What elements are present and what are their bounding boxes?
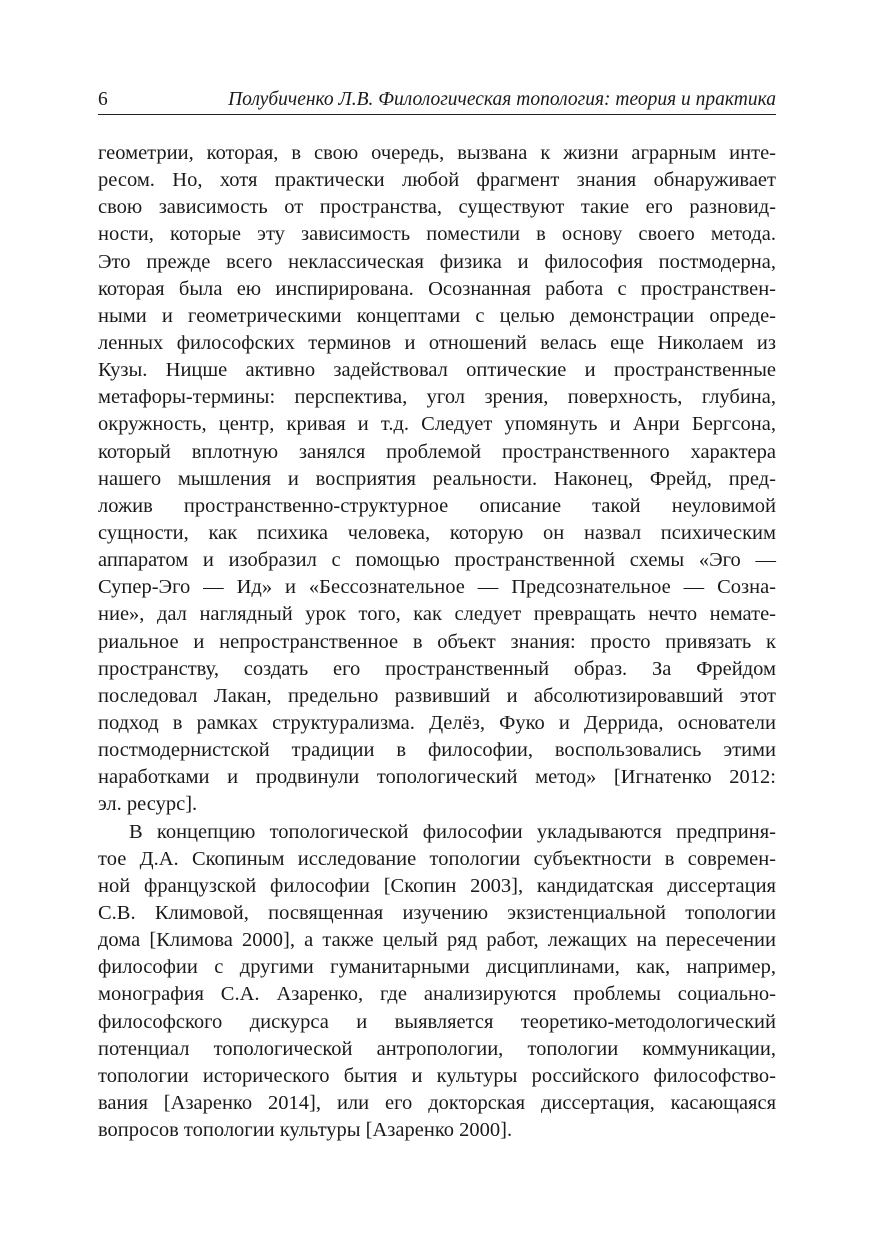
text-line: постмодернистской традиции в философии, воспользовались этими <box>98 739 776 762</box>
page-number: 6 <box>98 89 108 110</box>
text-line: ности, которые эту зависимость поместили в основу своего метода. <box>98 223 776 246</box>
text-line: нашего мышления и восприятия реальности. Наконец, Фрейд, пред- <box>98 467 776 490</box>
text-line: эл. ресурс]. <box>98 793 198 816</box>
text-line: сущности, как психика человека, которую он назвал психическим <box>98 521 776 544</box>
text-line: ной французской философии [Скопин 2003], кандидатская диссертация <box>98 874 776 897</box>
text-line: наработками и продвинули топологический метод» [Игнатенко 2012: <box>98 766 776 789</box>
text-line: Супер-Эго — Ид» и «Бессознательное — Предсознательное — Созна- <box>98 576 776 599</box>
text-line: философского дискурса и выявляется теоретико-методологический <box>98 1010 776 1033</box>
text-line: монография С.А. Азаренко, где анализируются проблемы социально- <box>98 983 776 1006</box>
text-line: подход в рамках структурализма. Делёз, Фуко и Деррида, основатели <box>98 711 776 734</box>
text-line: вопросов топологии культуры [Азаренко 2000]. <box>98 1119 513 1142</box>
text-line: аппаратом и изобразил с помощью пространственной схемы «Эго — <box>98 549 776 572</box>
text-line: Кузы. Ницше активно задействовал оптические и пространственные <box>98 359 776 382</box>
text-line: ресом. Но, хотя практически любой фрагмент знания обнаруживает <box>98 169 776 192</box>
text-line: метафоры-термины: перспектива, угол зрения, поверхность, глубина, <box>98 386 776 409</box>
text-line: риальное и непространственное в объект знания: просто привязать к <box>98 630 776 653</box>
text-line: ние», дал наглядный урок того, как следует превращать нечто немате- <box>98 603 776 626</box>
text-line: последовал Лакан, предельно развивший и абсолютизировавший этот <box>98 684 776 707</box>
paragraph <box>98 140 776 819</box>
text-line: топологии исторического бытия и культуры российского философство- <box>98 1064 776 1087</box>
running-header <box>98 88 776 115</box>
running-title: Полубиченко Л.В. Филологическая топология: теория и практика <box>228 89 776 110</box>
text-line: ными и геометрическими концептами с целью демонстрации опреде- <box>98 304 776 327</box>
text-line: В концепцию топологической философии укладываются предприня- <box>129 820 776 843</box>
text-line: вания [Азаренко 2014], или его докторская диссертация, касающаяся <box>98 1091 776 1114</box>
text-line: окружность, центр, кривая и т.д. Следует упомянуть и Анри Бергсона, <box>98 413 776 436</box>
text-line: ложив пространственно-структурное описание такой неуловимой <box>98 494 776 517</box>
body-text <box>98 140 776 1144</box>
text-line: свою зависимость от пространства, существуют такие его разновид- <box>98 196 776 219</box>
text-line: который вплотную занялся проблемой пространственного характера <box>98 440 776 463</box>
text-line: потенциал топологической антропологии, топологии коммуникации, <box>98 1037 776 1060</box>
paragraph <box>98 819 776 1145</box>
text-line: С.В. Климовой, посвященная изучению экзистенциальной топологии <box>98 901 776 924</box>
text-line: тое Д.А. Скопиным исследование топологии субъектности в современ- <box>98 847 776 870</box>
text-line: дома [Климова 2000], а также целый ряд работ, лежащих на пересечении <box>98 929 776 952</box>
text-line: Это прежде всего неклассическая физика и философия постмодерна, <box>98 250 776 273</box>
text-line: пространству, создать его пространственный образ. За Фрейдом <box>98 657 776 680</box>
text-line: которая была ею инспирирована. Осознанная работа с пространствен- <box>98 277 776 300</box>
text-line: ленных философских терминов и отношений велась еще Николаем из <box>98 331 776 354</box>
text-line: философии с другими гуманитарными дисциплинами, как, например, <box>98 956 776 979</box>
text-line: геометрии, которая, в свою очередь, вызвана к жизни аграрным инте- <box>98 142 776 164</box>
